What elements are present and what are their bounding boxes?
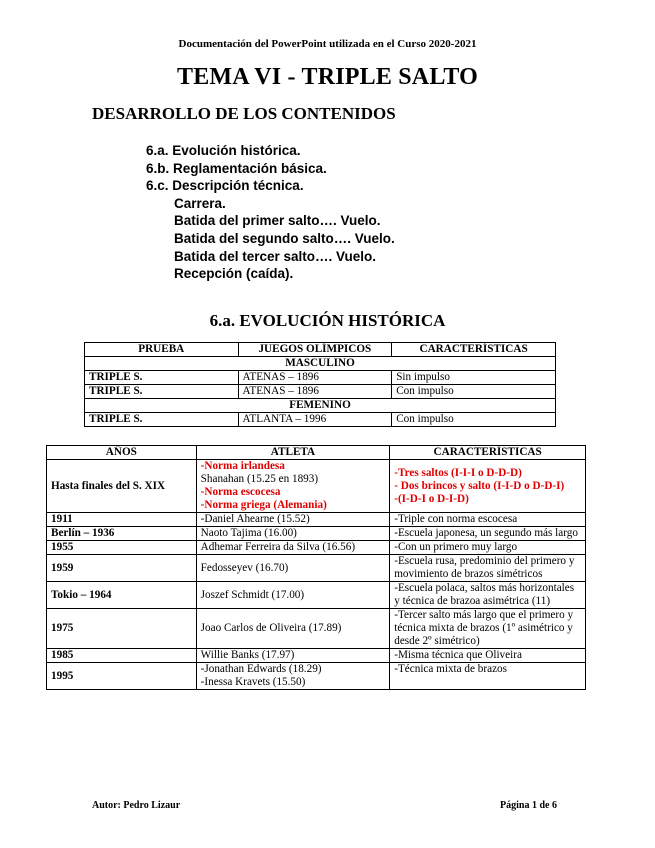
cell-characteristics: -Triple con norma escocesa <box>390 513 586 527</box>
table-row <box>47 649 586 663</box>
table-row <box>85 413 556 427</box>
cell-characteristics: -Técnica mixta de brazos <box>390 663 586 690</box>
cell-athlete <box>196 663 390 690</box>
characteristic-line: - Dos brincos y salto (I-I-D o D-D-I) <box>394 479 565 492</box>
column-header: PRUEBA <box>85 343 239 357</box>
cell-prueba: TRIPLE S. <box>85 385 239 399</box>
cell-year: Hasta finales del S. XIX <box>47 460 197 513</box>
cell-juegos: ATENAS – 1896 <box>238 385 392 399</box>
cell-year: Berlín – 1936 <box>47 527 197 541</box>
cell-characteristics: -Escuela rusa, predominio del primero y movimiento de brazos simétricos <box>390 555 586 582</box>
cell-athlete: Fedosseyev (16.70) <box>196 555 390 582</box>
table-row <box>85 385 556 399</box>
page-title: TEMA VI - TRIPLE SALTO <box>177 64 478 90</box>
cell-athlete: Willie Banks (17.97) <box>196 649 390 663</box>
cell-characteristics <box>390 460 586 513</box>
cell-year: 1955 <box>47 541 197 555</box>
document-header: Documentación del PowerPoint utilizada en el Curso 2020-2021 <box>178 38 477 50</box>
cell-athlete: Joao Carlos de Oliveira (17.89) <box>196 609 390 649</box>
toc-subitem: Carrera. <box>174 195 226 211</box>
characteristic-line: -(I-D-I o D-I-D) <box>394 492 469 505</box>
subsection-heading: 6.a. EVOLUCIÓN HISTÓRICA <box>209 311 446 330</box>
table-row <box>47 582 586 609</box>
column-header: CARACTERÍSTICAS <box>390 446 586 460</box>
group-label-femenino: FEMENINO <box>85 399 556 413</box>
cell-caracteristicas: Con impulso <box>392 413 556 427</box>
section-heading: DESARROLLO DE LOS CONTENIDOS <box>92 104 396 123</box>
table-row <box>85 371 556 385</box>
athlete-line: -Norma griega (Alemania) <box>200 499 327 511</box>
cell-year: 1959 <box>47 555 197 582</box>
cell-year: 1911 <box>47 513 197 527</box>
column-header: CARACTERÍSTICAS <box>392 343 556 357</box>
group-label-masculino: MASCULINO <box>85 357 556 371</box>
toc-item: 6.c. Descripción técnica. <box>146 178 304 194</box>
group-row <box>85 357 556 371</box>
cell-athlete: -Daniel Ahearne (15.52) <box>196 513 390 527</box>
table-row <box>47 527 586 541</box>
cell-year: 1975 <box>47 609 197 649</box>
table-row <box>47 555 586 582</box>
table-of-contents <box>146 142 395 283</box>
cell-characteristics: -Con un primero muy largo <box>390 541 586 555</box>
cell-athlete: Adhemar Ferreira da Silva (16.56) <box>196 541 390 555</box>
toc-subitem: Batida del segundo salto…. Vuelo. <box>174 230 395 246</box>
history-table <box>46 445 586 690</box>
cell-athlete: Naoto Tajima (16.00) <box>196 527 390 541</box>
athlete-line: -Norma escocesa <box>200 486 281 498</box>
toc-subitem: Recepción (caída). <box>174 266 294 282</box>
cell-juegos: ATLANTA – 1996 <box>238 413 392 427</box>
column-header: JUEGOS OLÍMPICOS <box>238 343 392 357</box>
cell-athlete <box>196 460 390 513</box>
cell-characteristics: -Misma técnica que Oliveira <box>390 649 586 663</box>
table-header-row <box>85 343 556 357</box>
athlete-line: -Jonathan Edwards (18.29) <box>200 663 322 675</box>
toc-subitem: Batida del tercer salto…. Vuelo. <box>174 248 377 264</box>
table-row <box>47 609 586 649</box>
cell-caracteristicas: Sin impulso <box>392 371 556 385</box>
toc-item: 6.a. Evolución histórica. <box>146 143 301 158</box>
athlete-line: -Inessa Kravets (15.50) <box>200 676 306 688</box>
athlete-line: Shanahan (15.25 en 1893) <box>200 473 319 485</box>
cell-prueba: TRIPLE S. <box>85 413 239 427</box>
footer-page-number: Página 1 de 6 <box>500 800 557 811</box>
table-row <box>47 513 586 527</box>
characteristic-line: -Tres saltos (I-I-I o D-D-D) <box>394 466 522 479</box>
cell-year: Tokio – 1964 <box>47 582 197 609</box>
cell-characteristics: -Tercer salto más largo que el primero y técnica mixta de brazos (1º asimétrico y desde 2º simétrico) <box>390 609 586 649</box>
table-header-row <box>47 446 586 460</box>
table-row <box>47 460 586 513</box>
cell-characteristics: -Escuela japonesa, un segundo más largo <box>390 527 586 541</box>
column-header: ATLETA <box>196 446 390 460</box>
toc-subitem: Batida del primer salto…. Vuelo. <box>174 213 381 229</box>
group-row <box>85 399 556 413</box>
table-row <box>47 541 586 555</box>
column-header: AÑOS <box>47 446 197 460</box>
cell-juegos: ATENAS – 1896 <box>238 371 392 385</box>
toc-item: 6.b. Reglamentación básica. <box>146 160 327 176</box>
cell-characteristics: -Escuela polaca, saltos más horizontales y técnica de brazoa asimétrica (11) <box>390 582 586 609</box>
athlete-line: -Norma irlandesa <box>200 460 285 472</box>
footer-author: Autor: Pedro Lizaur <box>92 800 181 811</box>
cell-year: 1995 <box>47 663 197 690</box>
cell-year: 1985 <box>47 649 197 663</box>
cell-caracteristicas: Con impulso <box>392 385 556 399</box>
table-row <box>47 663 586 690</box>
cell-athlete: Joszef Schmidt (17.00) <box>196 582 390 609</box>
olympic-events-table <box>84 342 556 427</box>
cell-prueba: TRIPLE S. <box>85 371 239 385</box>
